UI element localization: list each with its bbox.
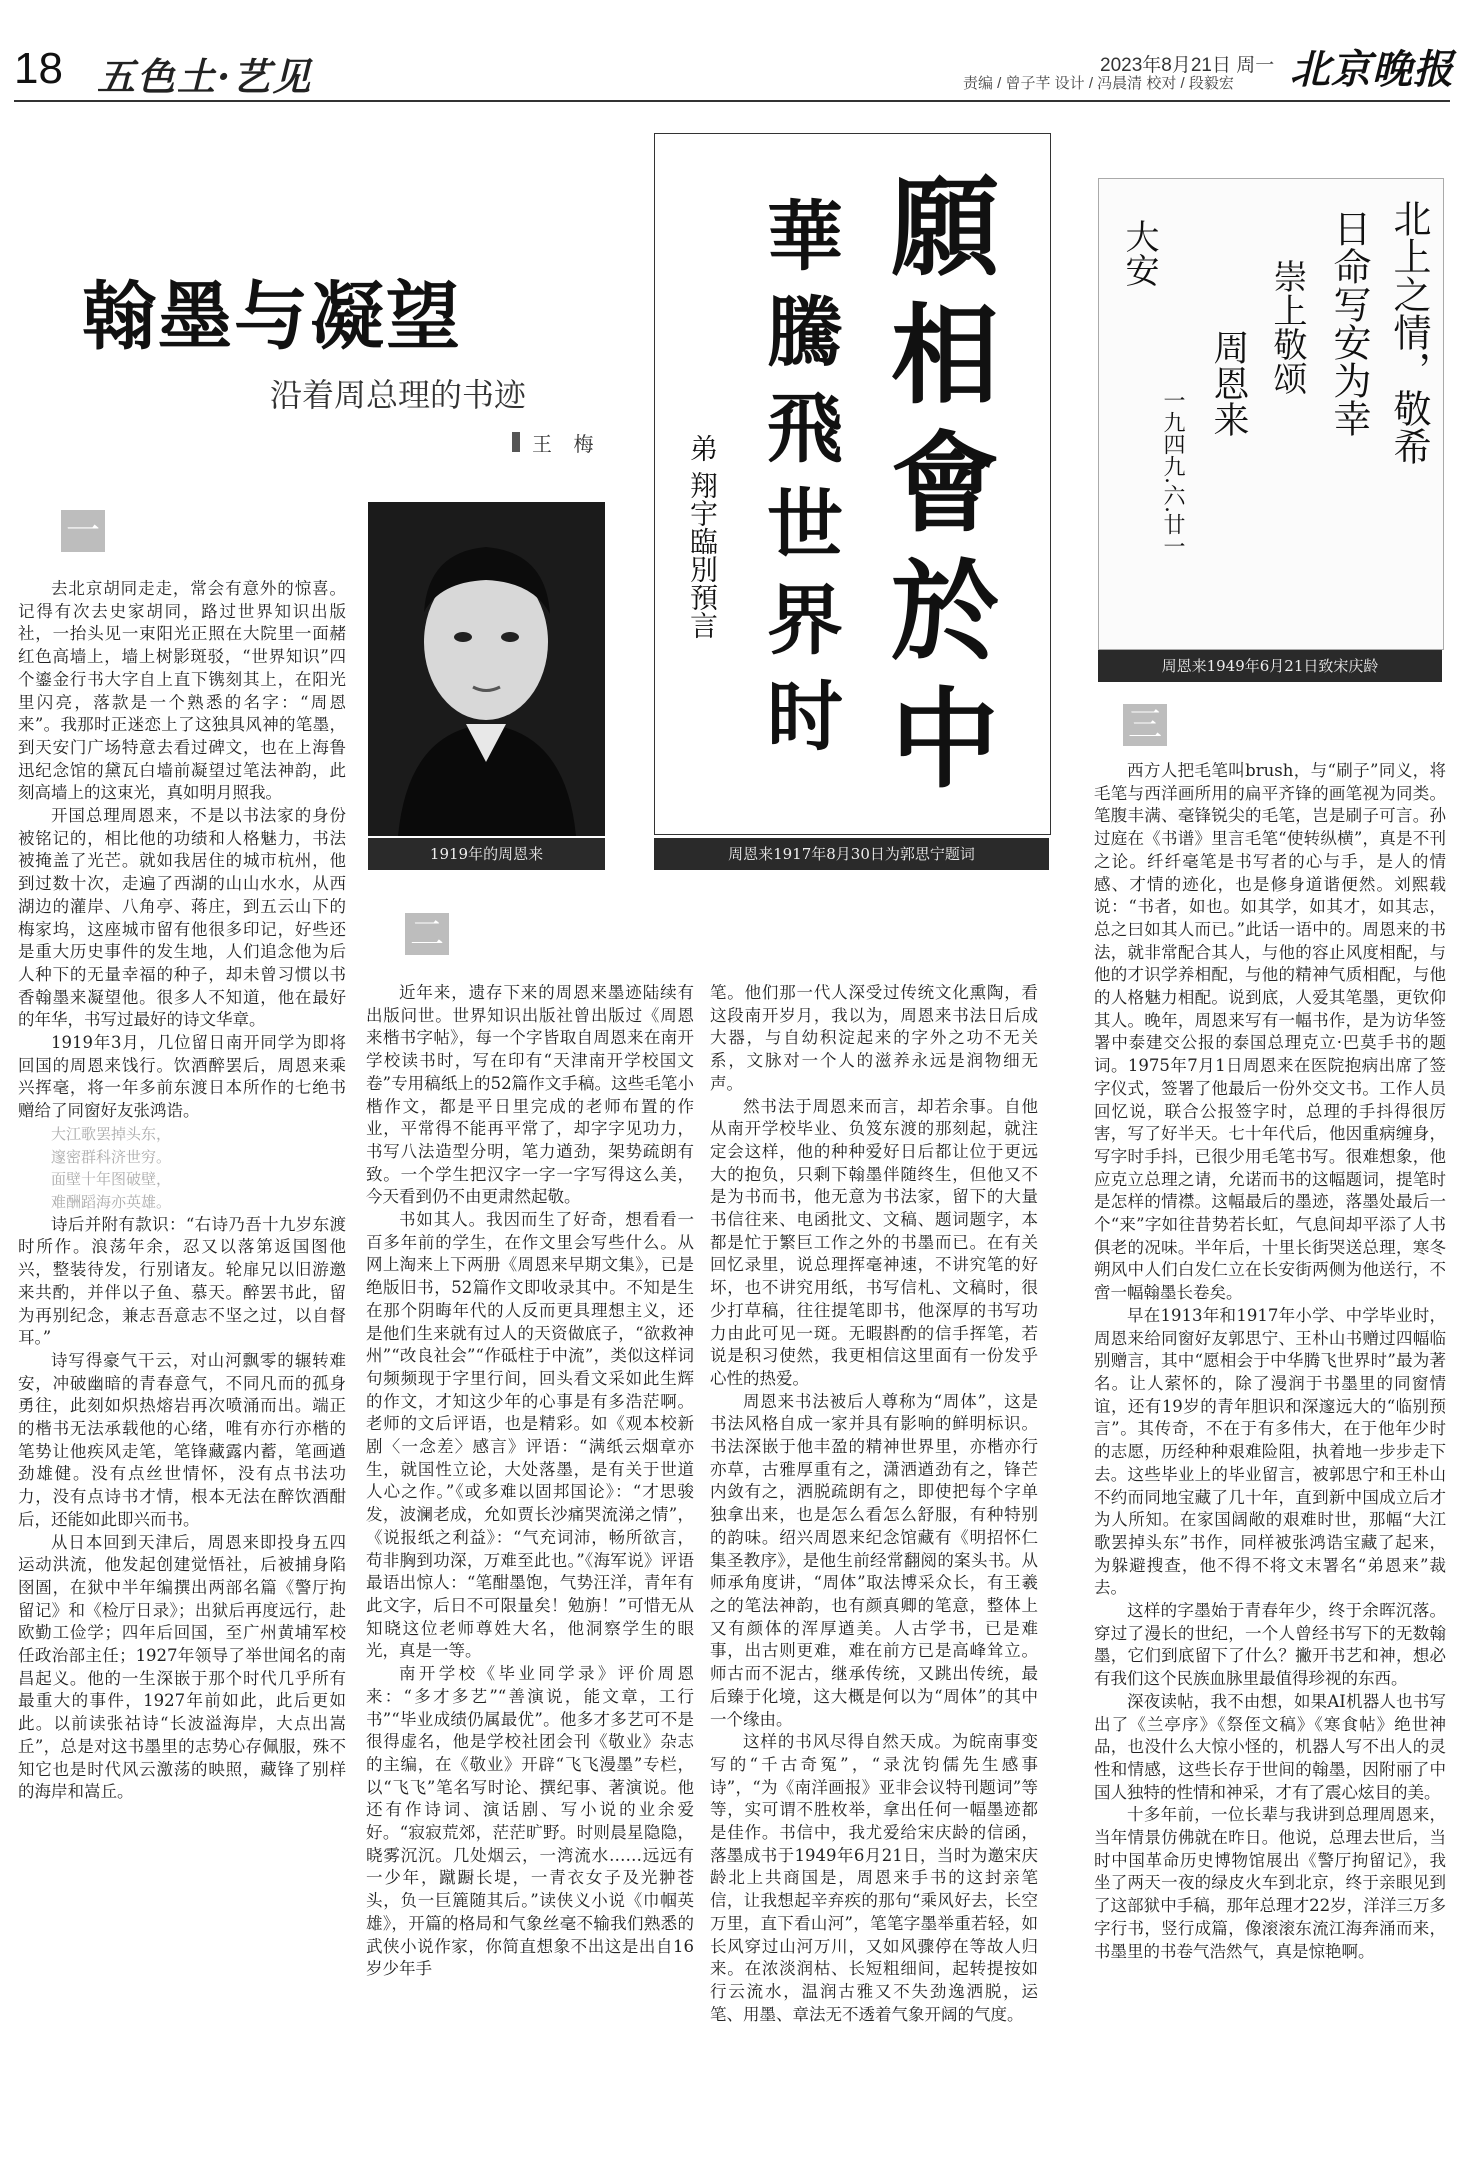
paragraph: 这样的字墨始于青春年少，终于余晖沉落。穿过了漫长的世纪，一个人曾经书写下的无数翰墨，它们到底留下了什么？撇开书艺和神，想必有我们这个民族血脉里最值得珍视的东西。 <box>1094 1601 1446 1689</box>
letter-line: 崇上敬颂 <box>1267 259 1307 395</box>
section-marker-3: 三 <box>1123 704 1167 746</box>
paragraph: 近年来，遗存下来的周恩来墨迹陆续有出版问世。世界知识出版社曾出版过《周恩来楷书字帖》，每一个字皆取自周恩来在南开学校读书时，写在印有“天津南开学校国文卷”专用稿纸上的52篇作文手稿。这些毛笔小楷作文，都是平日里完成的老师布置的作业，平常得不能再平常了，却字字见功力，书写八法造型分明，笔力遒劲，架势疏朗有致。一个学生把汉字一字一字写得这么美，今天看到仍不由更肃然起敬。 <box>366 983 694 1207</box>
article-column-2 <box>366 982 694 1981</box>
letter-line: 北上之情，敬希 <box>1387 199 1431 465</box>
section-marker-2: 二 <box>405 913 449 955</box>
section-marker-1: 一 <box>61 510 105 552</box>
poem-line: 难酬蹈海亦英雄。 <box>51 1192 172 1211</box>
author-marker <box>512 432 520 452</box>
paragraph: 周恩来书法被后人尊称为“周体”，这是书法风格自成一家并具有影响的鲜明标识。书法深嵌于他丰盈的精神世界里，亦楷亦行亦草，古雅厚重有之，潇洒遒劲有之，锋芒内敛有之，洒脱疏朗有之，即使把每个字单独拿出来，也是怎么看怎么舒服，有种特别的韵味。绍兴周恩来纪念馆藏有《明招怀仁集圣教序》，是他生前经常翻阅的案头书。从师承角度讲，“周体”取法博采众长，有王羲之的笔法神韵，也有颜真卿的笔意，整体上又有颜体的浑厚遒美。人古学书，已是难事，出古则更难，难在前方已是高峰耸立。师古而不泥古，继承传统，又跳出传统，最后臻于化境，这大概是何以为“周体”的其中一个缘由。 <box>710 1391 1038 1729</box>
article-author: 王 梅 <box>532 434 602 456</box>
paragraph: 诗写得豪气干云，对山河飘零的辗转难安，冲破幽暗的青春意气，不同凡而的孤身勇往，此刻如炽热熔岩再次喷涌而出。端正的楷书无法承载他的心绪，唯有亦行亦楷的笔势让他疾风走笔，笔锋藏露内蓄，笔画遒劲雄健。没有点丝世情怀，没有点书法功力，没有点诗书才情，根本无法在醉饮酒酣后，还能如此即兴而书。 <box>18 1350 346 1529</box>
inscription-caption: 周恩来1917年8月30日为郭思宁题词 <box>654 838 1049 870</box>
paragraph: 深夜读帖，我不由想，如果AI机器人也书写出了《兰亭序》《祭侄文稿》《寒食帖》绝世神品，也没什么大惊小怪的，机器人写不出人的灵性和情感，这些长存于世间的翰墨，因附丽了中国人独特的性情和神采，才有了震心炫目的美。 <box>1094 1691 1446 1802</box>
inscription-image <box>654 133 1051 835</box>
poem-line: 邃密群科济世穷。 <box>51 1147 172 1166</box>
inscription-char: 會 <box>890 421 999 547</box>
issue-date: 2023年8月21日 周一 <box>1100 55 1275 76</box>
inscription-char: 中 <box>890 677 999 803</box>
inscription-char: 飛 <box>767 384 843 473</box>
inscription-char: 相 <box>890 293 999 419</box>
portrait-caption: 1919年的周恩来 <box>368 838 605 870</box>
paragraph: 书如其人。我因而生了好奇，想看看一百多年前的学生，在作文里会写些什么。从网上淘来上下两册《周恩来早期文集》，已是绝版旧书，52篇作文即收录其中。不知是生在那个阴晦年代的人反而更具理想主义，还是他们生来就有过人的天资做底子，“欲救神州”“改良社会”“作砥柱于中流”，类似这样词句频频现于字里行间，回头看文采如此生辉的作文，才知这少年的心事是有多浩茫啊。老师的文后评语，也是精彩。如《观本校新剧〈一念差〉感言》评语：“满纸云烟章亦生，就国性立论，大处落墨，是有关于世道人心之作。”《或多难以固邦国论》：“才思骏发，波澜老成，允如贾长沙痛哭流涕之情”，《说报纸之利益》：“气充词沛，畅所欲言，苟非胸到功深，万难至此也。”《海军说》评语最语出惊人：“笔酣墨饱，气势汪洋，青年有此文字，后日不可限量矣！勉旃！”可惜无从知晓这位老师尊姓大名，他洞察学生的眼光，真是一等。 <box>366 1210 694 1661</box>
article-subtitle: 沿着周总理的书迹 <box>270 377 527 413</box>
portrait-image <box>368 502 605 836</box>
inscription-char: 願 <box>890 165 999 291</box>
inscription-main-column <box>865 164 1025 804</box>
article-column-3 <box>710 982 1038 2026</box>
newspaper-masthead: 北京晚报 <box>1290 46 1454 93</box>
inscription-char: 时 <box>767 672 843 761</box>
paragraph: 开国总理周恩来，不是以书法家的身份被铭记的，相比他的功绩和人格魅力，书法被掩盖了光芒。就如我居住的城市杭州，他到过数十次，走遍了西湖的山山水水，从西湖边的灌岸、八角亭、蒋庄，到五云山下的梅家坞，这座城市留有他很多印记，好些还是重大历史事件的发生地，人们追念他为后人种下的无量幸福的种子，却未曾习惯以书香翰墨来凝望他。很多人不知道，他在最好的年华，书写过最好的诗文华章。 <box>18 806 346 1030</box>
page-number: 18 <box>14 44 63 93</box>
inscription-char: 騰 <box>767 288 843 377</box>
paragraph: 诗后并附有款识：“右诗乃吾十九岁东渡时所作。浪荡年余，忍又以落第返国图他兴，整装待发，行别诸友。轮扉兄以旧游邀来共酌，并伴以子鱼、慕天。醉罢书此，留为再别纪念，兼志吾意志不坚之过，以自督耳。” <box>18 1214 346 1348</box>
editor-credits: 责编 / 曾子芊 设计 / 冯晨清 校对 / 段毅宏 <box>963 75 1234 92</box>
header-rule <box>14 100 1450 102</box>
paragraph: 这样的书风尽得自然天成。为皖南事变写的“千古奇冤”，“录沈钧儒先生感事诗”，“为《南洋画报》亚非会议特刊题词”等等，实可谓不胜枚举，拿出任何一幅墨迹都是佳作。书信中，我尤爱给宋庆龄的信函，落墨成书于1949年6月21日，当时为邀宋庆龄北上共商国是，周恩来手书的这封亲笔信，让我想起辛弃疾的那句“乘风好去，长空万里，直下看山河”，笔笔字墨举重若轻，如长风穿过山河万川，又如风骤停在等故人归来。在浓淡润枯、长短粗细间，起转提按如行云流水，温润古雅又不失劲逸洒脱，运笔、用墨、章法无不透着气象开阔的气度。 <box>710 1732 1038 2024</box>
letter-line: 大安 <box>1119 219 1159 287</box>
section-title: 五色土·艺见 <box>97 54 313 99</box>
inscription-char: 世 <box>767 480 843 569</box>
paragraph: 笔。他们那一代人深受过传统文化熏陶，看这段南开岁月，我以为，周恩来书法日后成大器，与自幼积淀起来的字外之功不无关系，文脉对一个人的滋养永远是润物细无声。 <box>710 983 1038 1093</box>
paragraph: 十多年前，一位长辈与我讲到总理周恩来，当年情景仿佛就在昨日。他说，总理去世后，当时中国革命历史博物馆展出《警厅拘留记》，我坐了两天一夜的绿皮火车到北京，终于亲眼见到了这部狱中手稿，那年总理才22岁，洋洋三万多字行书，竖行成篇，像滚滚东流江海奔涌而来，书墨里的书卷气浩然气，真是惊艳啊。 <box>1094 1805 1446 1961</box>
portrait-photo <box>368 502 605 836</box>
letter-line: 周恩来 <box>1208 329 1249 437</box>
paragraph: 去北京胡同走走，常会有意外的惊喜。记得有次去史家胡同，路过世界知识出版社，一抬头见一束阳光正照在大院里一面赭红色高墙上，墙上树影斑驳，“世界知识”四个鎏金行书大字自上直下镌刻其上，在阳光里闪亮，落款是一个熟悉的名字：“周恩来”。我那时正迷恋上了这独具风神的笔墨，到天安门广场特意去看过碑文，也在上海鲁迅纪念馆的黛瓦白墙前凝望过笔法神韵，此刻高墙上的这束光，真如明月照我。 <box>18 579 346 803</box>
letter-line: 一九四九.六.廿一 <box>1160 389 1185 557</box>
article-column-4 <box>1094 760 1446 1963</box>
poem-line: 面壁十年图破壁， <box>51 1170 172 1189</box>
paragraph: 然书法于周恩来而言，却若余事。自他从南开学校毕业、负笈东渡的那刻起，就注定会这样，他的种种爱好日后都让位于更远大的抱负，只剩下翰墨伴随终生，但他又不是为书而书，他无意为书法家，留下的大量书信往来、电函批文、文稿、题词题字，本都是忙于繁巨工作之外的书墨而已。在有关回忆录里，说总理挥毫神速，不讲究笔的好坏，也不讲究用纸，书写信札、文稿时，很少打草稿，往往提笔即书，他深厚的书写功力由此可见一斑。无暇斟酌的信手挥笔，若说是积习使然，我更相信这里面有一份发乎心性的热爱。 <box>710 1096 1038 1388</box>
inscription-second-column <box>750 189 860 765</box>
article-title: 翰墨与凝望 <box>82 274 462 360</box>
inscription-char: 華 <box>767 192 843 281</box>
paragraph: 南开学校《毕业同学录》评价周恩来：“多才多艺”“善演说，能文章，工行书”“毕业成绩仍属最优”。他多才多艺可不是很得虚名，他是学校社团会刊《敬业》杂志的主编，在《敬业》开辟“飞飞漫墨”专栏，以“飞飞”笔名写时论、撰纪事、著演说。他还有作诗词、演话剧、写小说的业余爱好。“寂寂荒郊，茫茫旷野。时则晨星隐隐，晓雾沉沉。几处烟云，一湾流水……远远有一少年，蹴蹰长堤，一青衣女子及光翀苍头，负一巨簏随其后。”读侠义小说《巾帼英雄》，开篇的格局和气象丝毫不输我们熟悉的武侠小说作家，你简直想象不出这是出自16岁少年手 <box>366 1664 694 1979</box>
paragraph: 从日本回到天津后，周恩来即投身五四运动洪流，他发起创建觉悟社，后被捕身陷囹圄，在狱中半年编撰出两部名篇《警厅拘留记》和《检厅日录》；出狱后再度远行，赴欧勤工俭学；四年后回国，至广州黄埔军校任政治部主任；1927年领导了举世闻名的南昌起义。他的一生深嵌于那个时代几乎所有最重大的事件，1927年前如此，此后更如此。以前读张祜诗“长波溢海岸，大点出嵩丘”，总是对这书墨里的志势心存佩服，殊不知它也是时代风云激荡的映照，藏锋了别样的海岸和嵩丘。 <box>18 1532 346 1802</box>
inscription-signature: 弟 翔宇臨別預言 <box>686 434 719 639</box>
paragraph: 1919年3月，几位留日南开同学为即将回国的周恩来饯行。饮酒醉罢后，周恩来乘兴挥毫，将一年多前东渡日本所作的七绝书赠给了同窗好友张鸿诰。 <box>18 1033 346 1121</box>
letter-image <box>1098 178 1444 650</box>
paragraph: 西方人把毛笔叫brush，与“刷子”同义，将毛笔与西洋画所用的扁平齐锋的画笔视为同类。笔腹丰满、毫锋锐尖的毛笔，岂是刷子可言。孙过庭在《书谱》里言毛笔“使转纵横”，真是不刊之论。纤纤毫笔是书写者的心与手，是人的情感、才情的迹化，也是修身道谐便然。刘熙载说：“书者，如也。如其学，如其才，如其志，总之曰如其人而已。”此话一语中的。周恩来的书法，就非常配合其人，与他的容止风度相配，与他的才识学养相配，与他的精神气质相配，与他的人格魅力相配。说到底，人爱其笔墨，更钦仰其人。晚年，周恩来写有一幅书作，是为访华签署中泰建交公报的泰国总理克立·巴莫手书的题词。1975年7月1日周恩来在医院抱病出席了签字仪式，签署了他最后一份外交文书。工作人员回忆说，联合公报签字时，总理的手抖得很厉害，写了好半天。七十年代后，他因重病缠身，写字时手抖，已很少用毛笔书写。很难想象，他应克立总理之请，允诺而书的这幅题词，提笔时是怎样的情襟。这幅最后的墨迹，落墨处最后一个“来”字如往昔势若长虹，气息间却平添了人书俱老的况味。半年后，十里长街哭送总理，寒冬朔风中人们白发仁立在长安街两侧为他送行，不啻一幅翰墨长卷矣。 <box>1094 761 1446 1303</box>
letter-caption: 周恩来1949年6月21日致宋庆龄 <box>1098 650 1442 682</box>
article-column-1 <box>18 578 346 1804</box>
letter-line: 日命写安为幸 <box>1327 209 1371 437</box>
inscription-char: 界 <box>767 576 843 665</box>
inscription-char: 於 <box>890 549 999 675</box>
paragraph: 早在1913年和1917年小学、中学毕业时，周恩来给同窗好友郭思宁、王朴山书赠过四幅临别赠言，其中“愿相会于中华腾飞世界时”最为著名。让人萦怀的，除了漫润于书墨里的同窗情谊，还有19岁的青年胆识和深邃远大的“临别预言”。其传奇，不在于有多伟大，在于他年少时的志愿，历经种种艰难险阻，执着地一步步走下去。这些毕业上的毕业留言，被郭思宁和王朴山不约而同地宝藏了几十年，直到新中国成立后才为人所知。在家国阔敞的艰难时世，那幅“大江歌罢掉头东”书作，同样被张鸿诰宝藏了起来，为躲避搜查，他不得不将文末署名“弟恩来”裁去。 <box>1094 1305 1446 1598</box>
poem-line: 大江歌罢掉头东， <box>51 1124 172 1143</box>
